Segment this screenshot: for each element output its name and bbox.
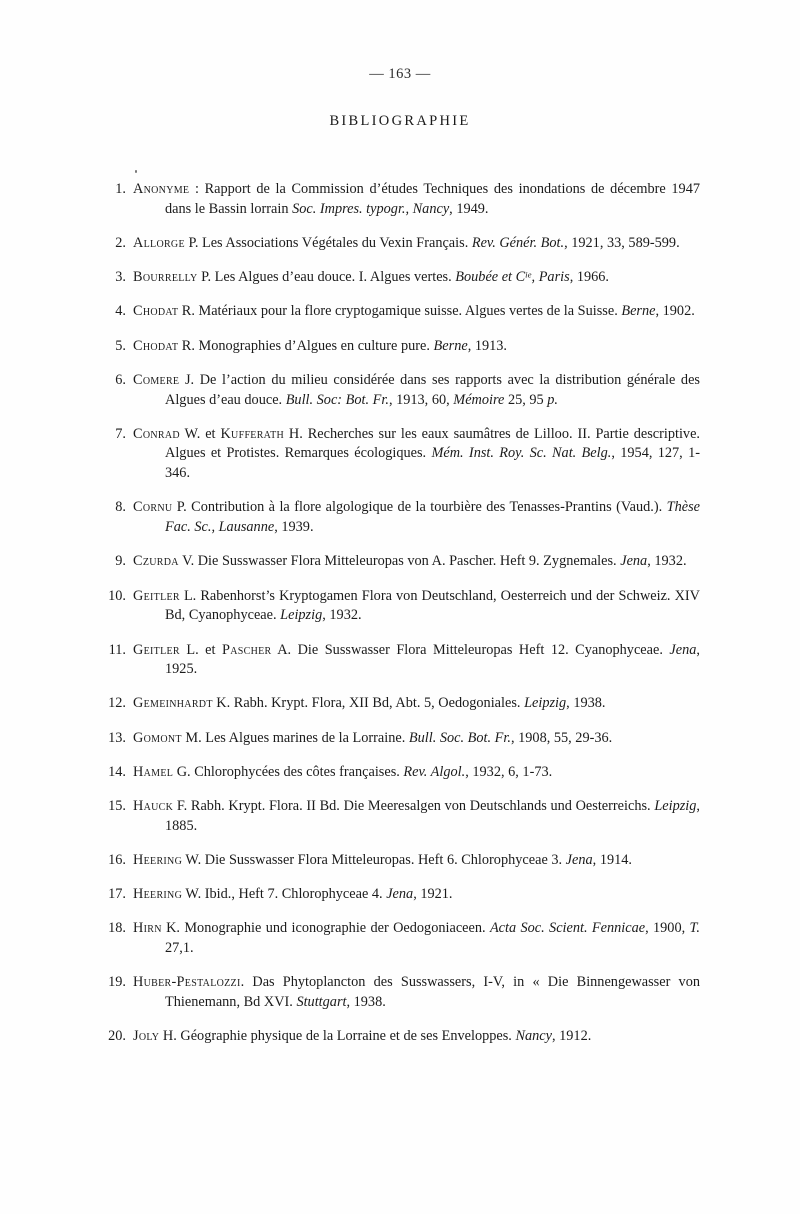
entry-text-post: , 1908, 55, 29-36.	[510, 729, 613, 746]
bibliography-entry	[100, 919, 700, 958]
entry-text	[133, 425, 700, 484]
entry-text	[133, 180, 700, 219]
entry-text	[133, 973, 700, 1012]
entry-author: Hirn	[133, 920, 162, 937]
entry-number: 14.	[108, 763, 126, 780]
entry-text-post: , 1932.	[322, 607, 362, 624]
entry-text-post: , 1938.	[566, 695, 606, 712]
entry-text-pre: V. Die Susswasser Flora Mitteleuropas von A. Pascher. Heft 9. Zygnemales.	[178, 553, 621, 570]
entry-number: 5.	[115, 337, 126, 354]
entry-author: Heering	[133, 886, 183, 903]
bibliography-entry	[100, 641, 700, 680]
entry-text-post: , 1902.	[655, 303, 695, 320]
entry-number: 15.	[108, 798, 126, 815]
entry-text	[133, 885, 700, 905]
entry-author: Comere	[133, 371, 180, 388]
entry-author: Cornu	[133, 499, 173, 516]
bibliography-entry	[100, 797, 700, 836]
bibliography-entry	[100, 763, 700, 783]
entry-text-pre: W. Die Susswasser Flora Mitteleuropas. Heft 6. Chlorophyceae 3.	[182, 852, 566, 869]
entry-source-2: T.	[689, 920, 700, 937]
entry-source: Jena	[565, 852, 593, 869]
entry-author: Geitler	[133, 641, 180, 658]
entry-source: Leipzig	[280, 607, 323, 624]
entry-text-pre: L. Rabenhorst’s Kryptogamen Flora von Deutschland, Oesterreich und der Schweiz. XIV Bd, Cyanophyceae.	[165, 587, 700, 624]
entry-number: 10.	[108, 587, 126, 604]
entry-text	[133, 268, 700, 288]
bibliography-entry	[100, 973, 700, 1012]
entry-text-pre: . Das Phytoplancton des Susswassers, I-V, in « Die Binnengewasser von Thienemann, Bd XVI.	[165, 974, 700, 1011]
page-speck-mark	[135, 170, 137, 173]
bibliography-entry	[100, 302, 700, 322]
entry-text-post: , 1913.	[467, 337, 508, 354]
entry-source: Bull. Soc: Bot. Fr.	[285, 391, 389, 408]
entry-text-pre: L. et	[179, 641, 222, 658]
entry-text-pre: : Rapport de la Commission d’études Techniques des inondations de décembre 1947 dans le Bassin lorrain	[165, 181, 700, 217]
entry-author: Gomont	[133, 729, 182, 746]
entry-author: Joly	[133, 1028, 160, 1045]
entry-text-mid: H. Recherches sur les eaux saumâtres de Lilloo. II. Partie descriptive. Algues et Protistes. Remarques écologiques.	[165, 425, 700, 462]
entry-source: Jena	[669, 641, 697, 658]
entry-number: 1.	[115, 181, 126, 197]
entry-source: Bull. Soc. Bot. Fr.	[408, 729, 511, 746]
entry-number: 9.	[115, 553, 126, 570]
entry-author: Geitler	[133, 587, 180, 604]
entry-author: Bourrelly	[133, 269, 198, 286]
bibliography-entry	[100, 587, 700, 626]
entry-text-pre: W. et	[179, 425, 221, 442]
entry-text-post: , 1900,	[645, 920, 690, 937]
entry-text-post: , 1925.	[165, 641, 700, 678]
entry-number: 18.	[108, 920, 126, 937]
abbr-superscript: ie	[525, 269, 532, 280]
entry-text-post: , 1913, 60,	[388, 391, 454, 408]
entry-text	[133, 1027, 700, 1047]
entry-text-post: , 1912.	[551, 1028, 592, 1045]
entry-source: Leipzig	[654, 798, 697, 815]
entry-text-post: , 1914.	[592, 852, 632, 869]
entry-text-mid: A. Die Susswasser Flora Mitteleuropas Heft 12. Cyanophyceae.	[271, 641, 670, 658]
entry-number: 20.	[108, 1028, 126, 1045]
entry-text	[133, 729, 700, 749]
entry-author: Anonyme	[133, 181, 190, 197]
entry-text-pre: P. Contribution à la flore algologique de la tourbière des Tenasses-Prantins (Vaud.).	[172, 499, 667, 516]
bibliography-entry	[100, 1027, 700, 1047]
entry-text	[133, 302, 700, 322]
entry-number: 4.	[115, 303, 126, 320]
entry-text-pre: G. Chlorophycées des côtes françaises.	[173, 763, 404, 780]
entry-author: Gemeinhardt	[133, 695, 213, 712]
entry-source: Rev. Génér. Bot.	[471, 234, 565, 251]
entry-author: Hauck	[133, 798, 174, 815]
entry-text-post: , 1938.	[346, 994, 386, 1011]
entry-text-pre: J. De l’action du milieu considérée dans ses rapports avec la distribution générale des Algues d’eau douce.	[165, 371, 700, 408]
entry-number: 3.	[115, 269, 126, 286]
entry-source-2: Mémoire	[453, 391, 505, 408]
entry-author: Huber-Pestalozzi	[133, 974, 241, 991]
entry-text	[133, 337, 700, 357]
entry-source: Jena	[386, 886, 414, 903]
entry-source-3: p.	[547, 391, 558, 408]
bibliography-entry	[100, 371, 700, 410]
entry-source: Stuttgart	[296, 994, 347, 1011]
entry-source: Mém. Inst. Roy. Sc. Nat. Belg.	[431, 445, 612, 462]
entry-author: Czurda	[133, 553, 179, 570]
bibliography-entry	[100, 337, 700, 357]
page-folio-number: — 163 —	[369, 66, 431, 82]
entry-number: 2.	[115, 234, 126, 251]
bibliography-entry	[100, 234, 700, 254]
bibliography-entry	[100, 498, 700, 537]
entry-number: 11.	[108, 641, 126, 658]
entry-number: 16.	[108, 852, 126, 869]
entry-number: 8.	[115, 499, 126, 516]
entry-text-post-2: 25, 95	[504, 391, 548, 408]
bibliography-entry	[100, 425, 700, 484]
entry-text	[133, 587, 700, 626]
entry-text-pre: M. Les Algues marines de la Lorraine.	[181, 729, 409, 746]
entry-source: Acta Soc. Scient. Fennicae	[489, 920, 646, 937]
bibliography-entry	[100, 552, 700, 572]
entry-source: Boubée et $C^{ie}$, Paris	[455, 269, 570, 286]
entry-text-pre: P. Les Associations Végétales du Vexin Français.	[184, 234, 472, 251]
entry-text	[133, 552, 700, 572]
entry-text-post: , 1921.	[413, 886, 453, 903]
entry-text-pre: R. Monographies d’Algues en culture pure.	[178, 337, 434, 354]
entry-author-2: Kufferath	[220, 425, 285, 442]
entry-source: Jena	[620, 553, 648, 570]
entry-author-2: Pascher	[221, 641, 272, 658]
entry-text-post: , 1966.	[569, 269, 610, 286]
entry-text-pre: F. Rabh. Krypt. Flora. II Bd. Die Meeresalgen von Deutschlands und Oesterreichs.	[173, 798, 655, 815]
bibliography-entry	[100, 851, 700, 871]
entry-text-post-2: 27,1.	[165, 940, 194, 957]
entry-text-pre: K. Monographie und iconographie der Oedogoniaceen.	[161, 920, 490, 937]
bibliography-entry	[100, 180, 700, 219]
entry-source: Soc. Impres. typogr., Nancy	[292, 200, 450, 217]
entry-text-pre: H. Géographie physique de la Lorraine et de ses Enveloppes.	[159, 1028, 516, 1045]
entry-text-post: , 1939.	[274, 519, 314, 536]
entry-text-post: , 1885.	[165, 798, 700, 834]
bibliography-entry	[100, 885, 700, 905]
entry-text-post: , 1932, 6, 1-73.	[465, 763, 553, 780]
bibliography-entry	[100, 729, 700, 749]
entry-number: 19.	[108, 974, 126, 991]
entry-text	[133, 498, 700, 537]
entry-source: Nancy	[515, 1028, 552, 1045]
entry-text	[133, 919, 700, 958]
entry-text	[133, 851, 700, 871]
entry-number: 13.	[108, 729, 126, 746]
entry-author: Heering	[133, 852, 183, 869]
entry-number: 7.	[115, 425, 126, 442]
entry-source: Rev. Algol.	[403, 763, 466, 780]
entry-author: Conrad	[133, 425, 180, 442]
entry-author: Allorge	[133, 234, 185, 251]
entry-text-pre: R. Matériaux pour la flore cryptogamique suisse. Algues vertes de la Suisse.	[178, 303, 622, 320]
entry-text	[133, 763, 700, 783]
entry-text-pre: P. Les Algues d’eau douce. I. Algues vertes.	[197, 269, 456, 286]
entry-author: Hamel	[133, 763, 174, 780]
entry-text-post: , 1949.	[449, 200, 489, 217]
entry-text	[133, 371, 700, 410]
entry-text	[133, 694, 700, 714]
entry-text-post: , 1954, 127, 1-346.	[165, 445, 700, 482]
page-title: BIBLIOGRAPHIE	[329, 113, 471, 129]
entry-source: Leipzig	[524, 695, 567, 712]
entry-source: Berne	[433, 337, 468, 354]
entry-text	[133, 641, 700, 680]
entry-author: Chodat	[133, 303, 179, 320]
entry-text-post: , 1932.	[647, 553, 687, 570]
entry-author: Chodat	[133, 337, 179, 354]
bibliography-entry	[100, 694, 700, 714]
entry-number: 6.	[115, 371, 126, 388]
entry-source: Thèse Fac. Sc., Lausanne	[165, 499, 700, 536]
entry-number: 17.	[108, 886, 126, 903]
entry-text-pre: W. Ibid., Heft 7. Chlorophyceae 4.	[182, 886, 387, 903]
entry-number: 12.	[108, 695, 126, 712]
bibliography-entry	[100, 268, 700, 288]
entry-text	[133, 797, 700, 836]
bibliography-list	[100, 180, 700, 1062]
entry-text-pre: K. Rabh. Krypt. Flora, XII Bd, Abt. 5, Oedogoniales.	[212, 695, 525, 712]
entry-text-post: , 1921, 33, 589-599.	[564, 234, 680, 251]
entry-source: Berne	[621, 303, 656, 320]
entry-text	[133, 234, 700, 254]
